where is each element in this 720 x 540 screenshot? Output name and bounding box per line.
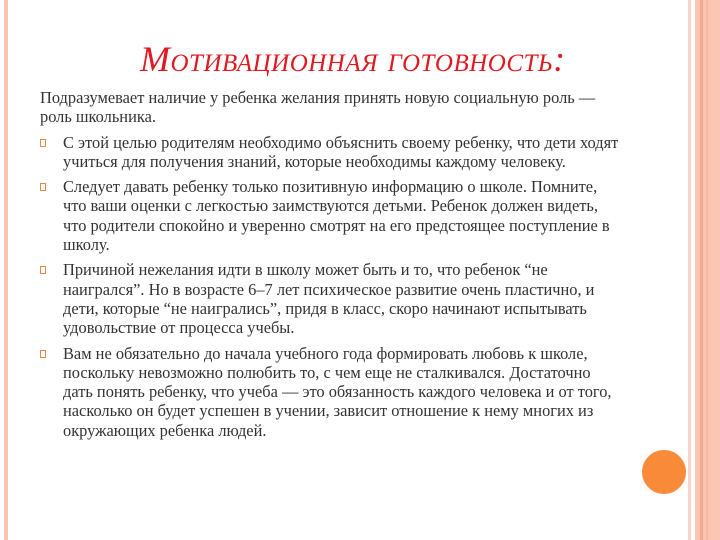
bullet-text: Следует давать ребенку только позитивную информацию о школе. Помните, что ваши оценки с легкостью заимствуются детьми. Ребенок должен видеть, что родители спокойно и уверенно смотрят на его предстоящее поступление в школу. bbox=[63, 177, 610, 255]
bullet-item bbox=[40, 133, 620, 172]
decorative-circle-icon bbox=[642, 450, 686, 494]
square-bullet-icon bbox=[40, 266, 46, 274]
right-decorative-stripe bbox=[700, 0, 703, 540]
bullet-item bbox=[40, 177, 620, 254]
bullet-item bbox=[40, 260, 620, 337]
square-bullet-icon bbox=[40, 183, 46, 191]
slide-body bbox=[40, 88, 620, 446]
left-decorative-bar bbox=[4, 0, 8, 540]
right-decorative-stripe bbox=[706, 0, 708, 540]
bullet-text: Причиной нежелания идти в школу может быть и то, что ребенок “не наигрался”. Но в возрасте 6–7 лет психическое развитие очень пластично, и дети, которые “не наигрались”, придя в класс, скоро начинают испытывать удовольствие от процесса учебы. bbox=[63, 260, 595, 338]
intro-paragraph: Подразумевает наличие у ребенка желания принять новую социальную роль — роль школьника. bbox=[40, 88, 596, 127]
square-bullet-icon bbox=[40, 350, 46, 358]
bullet-item bbox=[40, 344, 620, 440]
bullet-text: С этой целью родителям необходимо объяснить своему ребенку, что дети ходят учиться для получения знаний, которые необходимы каждому человеку. bbox=[63, 132, 619, 171]
square-bullet-icon bbox=[40, 139, 46, 147]
right-decorative-stripe bbox=[688, 0, 691, 540]
bullet-text: Вам не обязательно до начала учебного года формировать любовь к школе, поскольку невозможно полюбить то, с чем еще не сталкивался. Достаточно дать понять ребенку, что учеба — это обязанность каждого человека и от того, насколько он будет успешен в учении, зависит отношение к нему многих из окружающих ребенка людей. bbox=[63, 343, 612, 440]
slide-title: Мотивационная готовность: bbox=[140, 39, 566, 79]
